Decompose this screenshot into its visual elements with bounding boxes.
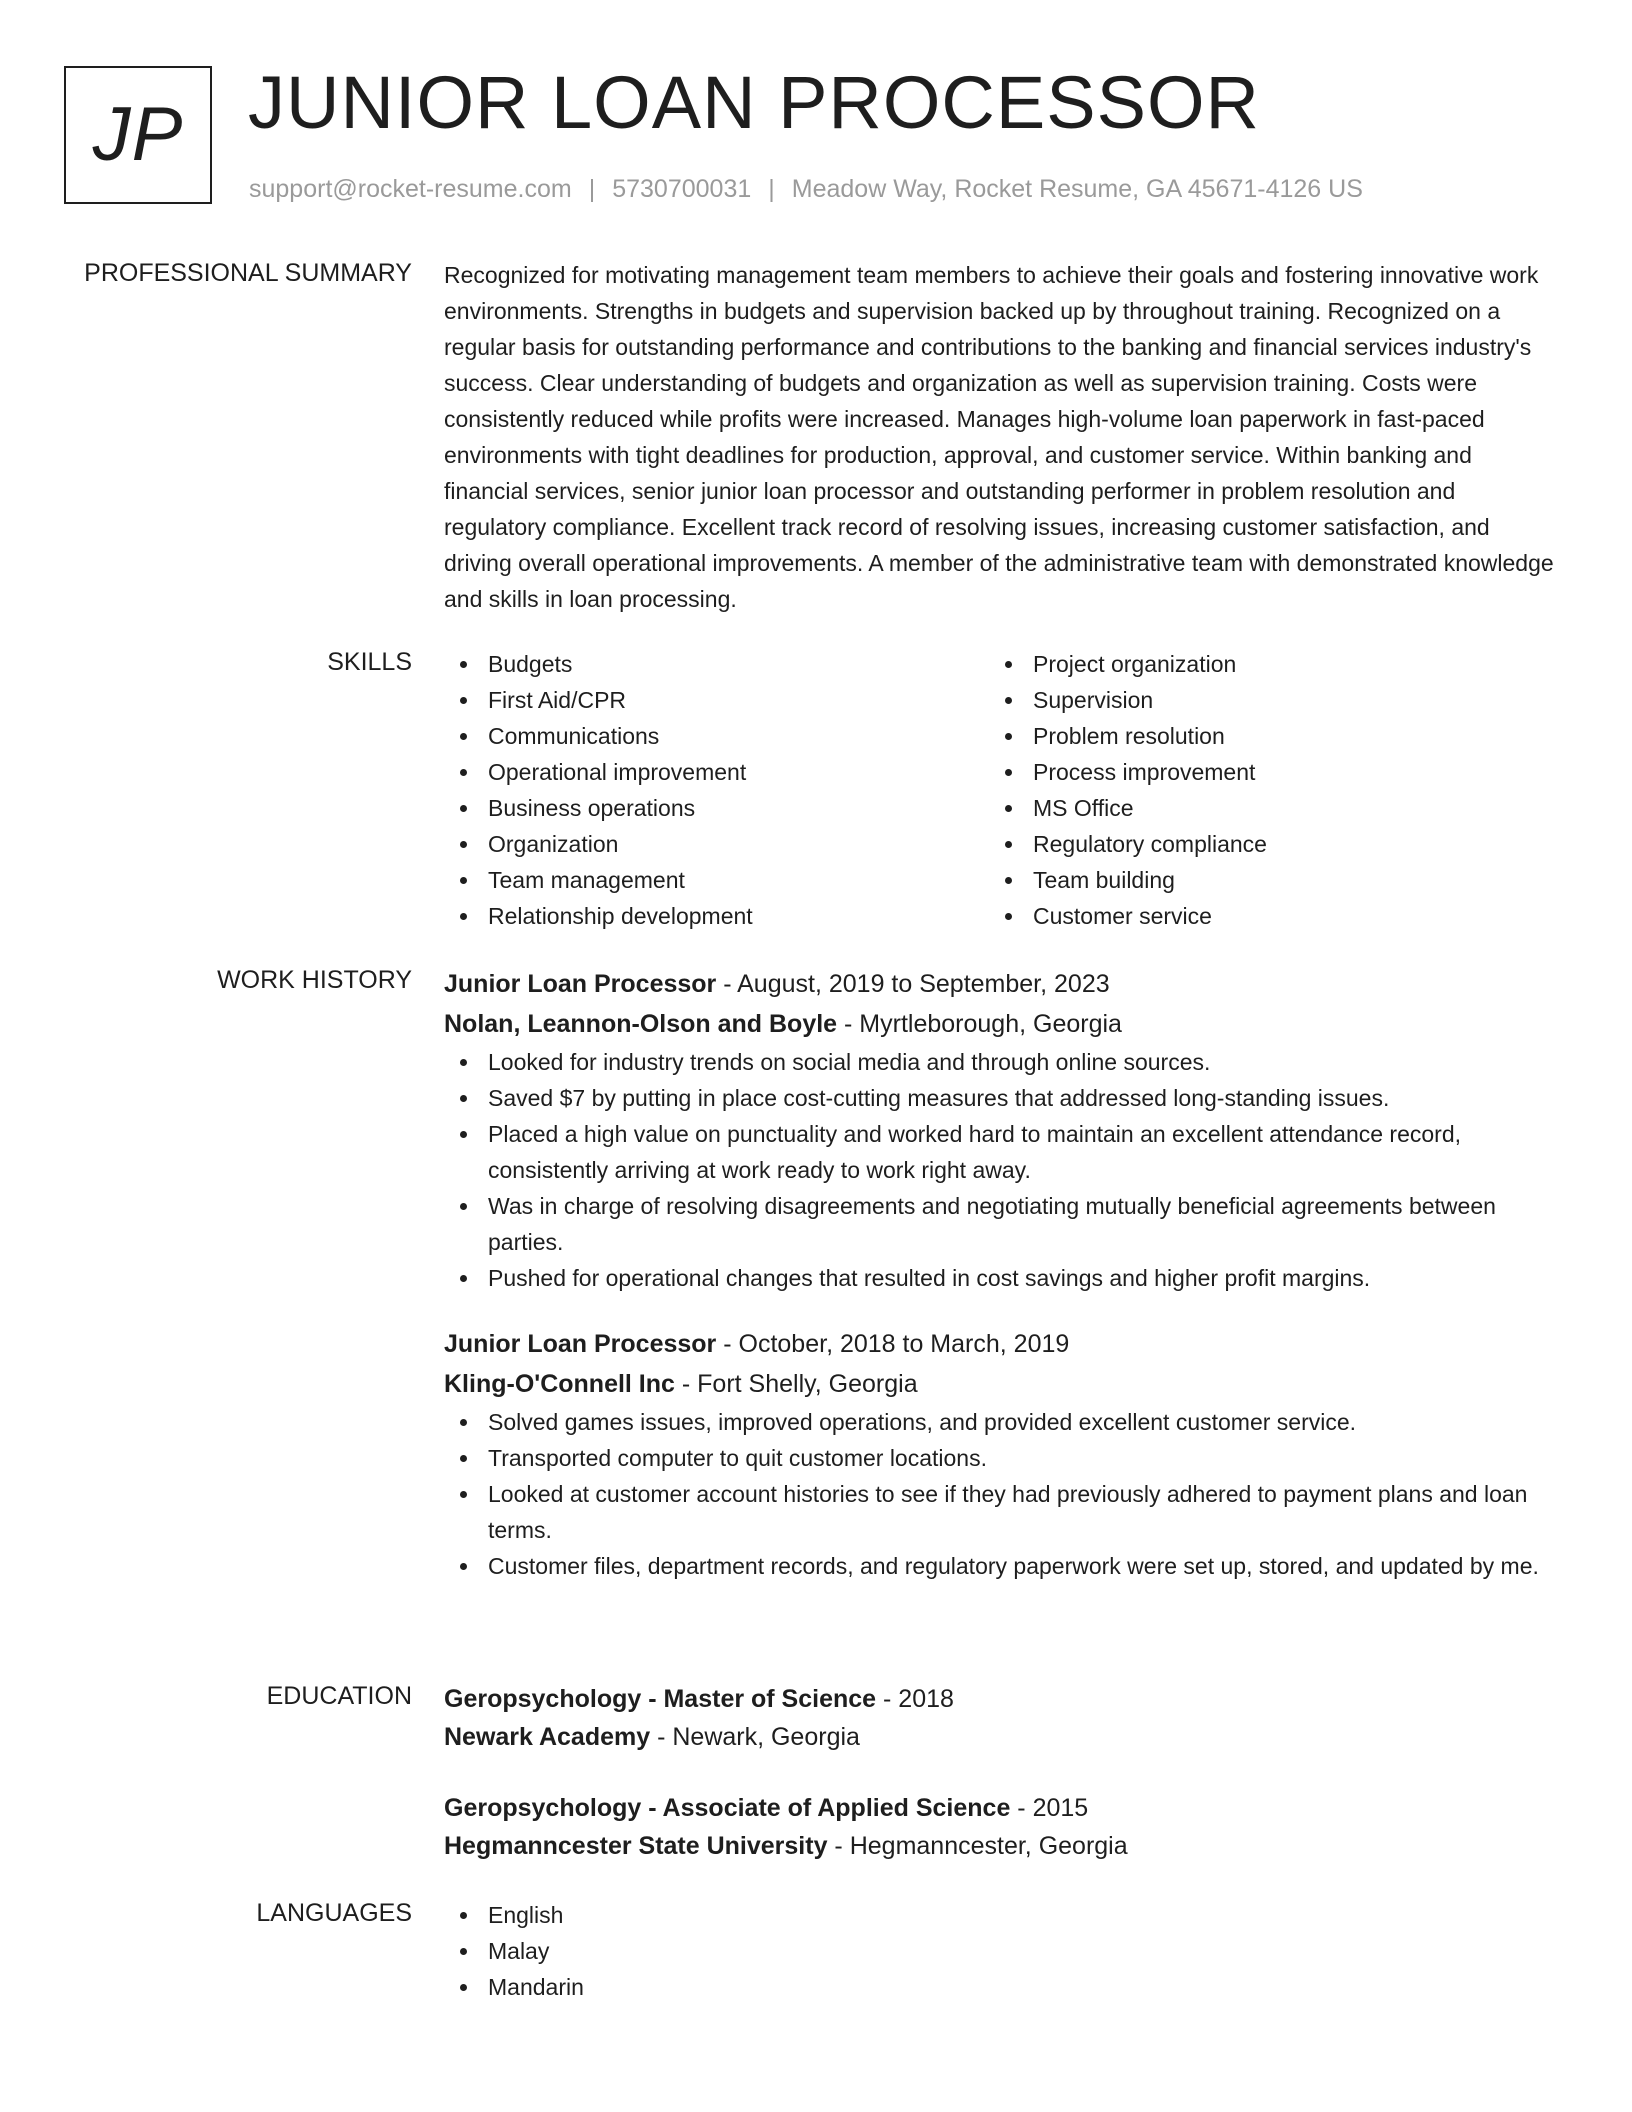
education-school: Hegmanncester State University (444, 1832, 828, 1860)
job-bullet: Placed a high value on punctuality and worked hard to maintain an excellent attendance record, consistently arriving at work ready to work right away. (444, 1116, 1556, 1188)
education-year: - 2018 (876, 1685, 954, 1713)
skill-item: First Aid/CPR (444, 682, 989, 718)
job-title: Junior Loan Processor (444, 1330, 717, 1358)
education-school-line (444, 1718, 1556, 1756)
work-history-body (444, 964, 1556, 1584)
contact-email: support@rocket-resume.com (249, 175, 572, 203)
education-degree: Geropsychology - Master of Science (444, 1685, 877, 1713)
skill-item: MS Office (989, 790, 1534, 826)
skill-item: Relationship development (444, 898, 989, 934)
contact-line (249, 174, 1363, 204)
section-label-languages: LANGUAGES (256, 1899, 412, 1927)
education-school-line (444, 1827, 1556, 1865)
job-bullet-list (444, 1044, 1556, 1296)
job-title-line (444, 1324, 1556, 1364)
languages-list (444, 1897, 1556, 2005)
education-degree: Geropsychology - Associate of Applied Science (444, 1794, 1011, 1822)
resume-title: JUNIOR LOAN PROCESSOR (248, 61, 1260, 144)
languages-body (444, 1897, 1556, 2005)
job-entry (444, 964, 1556, 1296)
job-dates: - October, 2018 to March, 2019 (716, 1330, 1070, 1358)
education-location: - Newark, Georgia (650, 1723, 860, 1751)
skill-item: Communications (444, 718, 989, 754)
skills-column-left (444, 646, 989, 934)
education-location: - Hegmanncester, Georgia (827, 1832, 1128, 1860)
job-title: Junior Loan Processor (444, 970, 717, 998)
contact-phone: 5730700031 (612, 175, 752, 203)
job-bullet: Looked for industry trends on social media and through online sources. (444, 1044, 1556, 1080)
skill-item: Team management (444, 862, 989, 898)
education-entry (444, 1680, 1556, 1756)
skill-item: Business operations (444, 790, 989, 826)
skill-item: Project organization (989, 646, 1534, 682)
job-location: - Myrtleborough, Georgia (837, 1010, 1122, 1038)
language-item: English (444, 1897, 1556, 1933)
contact-address: Meadow Way, Rocket Resume, GA 45671-4126 US (791, 175, 1363, 203)
monogram-initials: JP (92, 92, 184, 177)
job-bullet: Saved $7 by putting in place cost-cutting measures that addressed long-standing issues. (444, 1080, 1556, 1116)
section-label-education: EDUCATION (266, 1682, 412, 1710)
skill-item: Team building (989, 862, 1534, 898)
job-title-line (444, 964, 1556, 1004)
skill-item: Organization (444, 826, 989, 862)
job-bullet: Looked at customer account histories to see if they had previously adhered to payment plans and loan terms. (444, 1476, 1556, 1548)
skill-item: Supervision (989, 682, 1534, 718)
skill-item: Budgets (444, 646, 989, 682)
contact-separator: | (768, 175, 775, 203)
education-entry (444, 1789, 1556, 1865)
job-dates: - August, 2019 to September, 2023 (716, 970, 1110, 998)
job-bullet: Transported computer to quit customer locations. (444, 1440, 1556, 1476)
language-item: Malay (444, 1933, 1556, 1969)
skill-item: Process improvement (989, 754, 1534, 790)
job-company: Kling-O'Connell Inc (444, 1370, 675, 1398)
skills-grid (444, 646, 1556, 934)
job-company-line (444, 1004, 1556, 1044)
language-item: Mandarin (444, 1969, 1556, 2005)
job-location: - Fort Shelly, Georgia (674, 1370, 918, 1398)
job-bullet: Solved games issues, improved operations, and provided excellent customer service. (444, 1404, 1556, 1440)
section-label-summary: PROFESSIONAL SUMMARY (84, 259, 412, 287)
skill-item: Regulatory compliance (989, 826, 1534, 862)
summary-text: Recognized for motivating management team members to achieve their goals and fostering innovative work environments. Strengths in budgets and supervision backed up by throughout training. Recognized on a regular basis for outstanding performance and contributions to the banking and financial services industry's success. Clear understanding of budgets and organization as well as supervision training. Costs were consistently reduced while profits were increased. Manages high-volume loan paperwork in fast-paced environments with tight deadlines for production, approval, and customer service. Within banking and financial services, senior junior loan processor and outstanding performer in problem resolution and regulatory compliance. Excellent track record of resolving issues, increasing customer satisfaction, and driving overall operational improvements. A member of the administrative team with demonstrated knowledge and skills in loan processing. (444, 262, 1554, 612)
summary-body (444, 257, 1556, 617)
skill-item: Operational improvement (444, 754, 989, 790)
skill-item: Customer service (989, 898, 1534, 934)
job-company-line (444, 1364, 1556, 1404)
contact-separator: | (588, 175, 596, 203)
job-entry (444, 1324, 1556, 1584)
job-bullet: Pushed for operational changes that resulted in cost savings and higher profit margins. (444, 1260, 1556, 1296)
job-bullet-list (444, 1404, 1556, 1584)
section-label-work-history: WORK HISTORY (217, 966, 412, 994)
skill-item: Problem resolution (989, 718, 1534, 754)
section-label-skills: SKILLS (327, 648, 412, 676)
education-year: - 2015 (1010, 1794, 1089, 1822)
education-degree-line (444, 1680, 1556, 1718)
job-bullet: Customer files, department records, and regulatory paperwork were set up, stored, and updated by me. (444, 1548, 1556, 1584)
skills-column-right (989, 646, 1534, 934)
job-bullet: Was in charge of resolving disagreements and negotiating mutually beneficial agreements between parties. (444, 1188, 1556, 1260)
education-degree-line (444, 1789, 1556, 1827)
education-body (444, 1680, 1556, 1865)
education-school: Newark Academy (444, 1723, 651, 1751)
job-company: Nolan, Leannon-Olson and Boyle (444, 1010, 838, 1038)
monogram-box (64, 66, 212, 204)
